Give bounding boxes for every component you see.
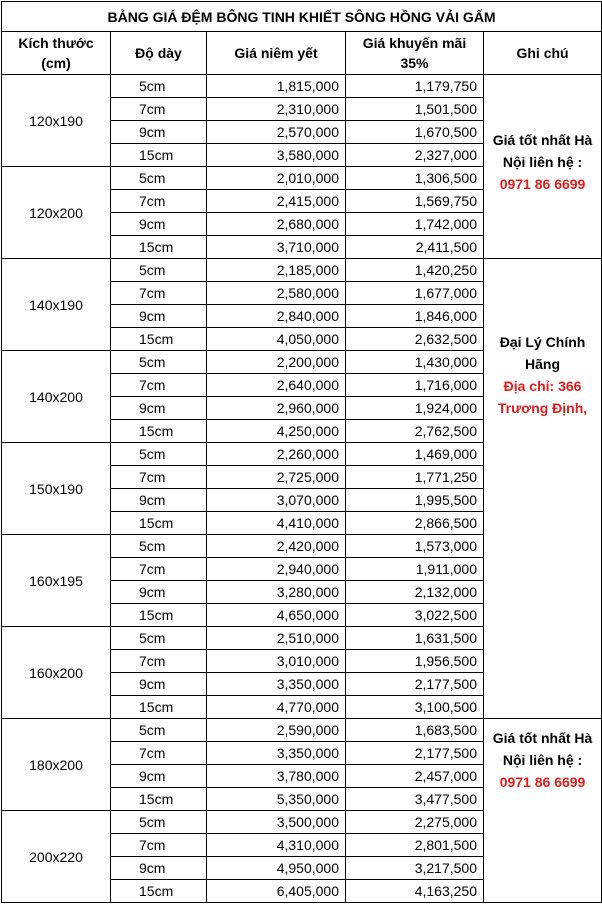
thickness-cell: 15cm	[111, 880, 207, 903]
thickness-cell: 5cm	[111, 719, 207, 742]
promo-price-cell: 1,677,000	[346, 282, 484, 305]
promo-price-cell: 1,430,000	[346, 351, 484, 374]
size-cell: 200x220	[2, 811, 111, 903]
note-dealer-line: Hãng	[525, 356, 561, 372]
thickness-cell: 15cm	[111, 788, 207, 811]
thickness-cell: 5cm	[111, 75, 207, 98]
thickness-cell: 9cm	[111, 121, 207, 144]
promo-price-cell: 1,573,000	[346, 535, 484, 558]
promo-price-cell: 4,163,250	[346, 880, 484, 903]
list-price-cell: 2,200,000	[207, 351, 346, 374]
promo-price-cell: 1,924,000	[346, 397, 484, 420]
list-price-cell: 4,950,000	[207, 857, 346, 880]
list-price-cell: 2,580,000	[207, 282, 346, 305]
note-cell	[484, 259, 602, 719]
promo-price-cell: 1,911,000	[346, 558, 484, 581]
promo-price-cell: 1,179,750	[346, 75, 484, 98]
list-price-cell: 4,050,000	[207, 328, 346, 351]
note-text-line: Nội liên hệ :	[502, 154, 583, 170]
list-price-cell: 3,010,000	[207, 650, 346, 673]
promo-price-cell: 2,411,500	[346, 236, 484, 259]
promo-price-cell: 2,457,000	[346, 765, 484, 788]
thickness-cell: 9cm	[111, 581, 207, 604]
list-price-cell: 4,650,000	[207, 604, 346, 627]
promo-price-cell: 2,632,500	[346, 328, 484, 351]
header-thickness: Độ dày	[111, 32, 207, 75]
promo-price-cell: 3,100,500	[346, 696, 484, 719]
thickness-cell: 9cm	[111, 213, 207, 236]
note-text-line: Giá tốt nhất Hà	[492, 730, 593, 746]
header-size	[2, 32, 111, 75]
thickness-cell: 7cm	[111, 650, 207, 673]
header-promo-price	[346, 32, 484, 75]
thickness-cell: 9cm	[111, 489, 207, 512]
promo-price-cell: 2,177,500	[346, 742, 484, 765]
title-row	[2, 2, 602, 32]
list-price-cell: 3,350,000	[207, 742, 346, 765]
list-price-cell: 2,840,000	[207, 305, 346, 328]
thickness-cell: 15cm	[111, 144, 207, 167]
thickness-cell: 5cm	[111, 811, 207, 834]
promo-price-cell: 1,846,000	[346, 305, 484, 328]
promo-price-cell: 1,306,500	[346, 167, 484, 190]
promo-price-cell: 1,501,500	[346, 98, 484, 121]
table-title: BẢNG GIÁ ĐỆM BÔNG TINH KHIẾT SÔNG HỒNG VẢI GẤM	[2, 2, 602, 32]
table-row	[2, 259, 602, 282]
list-price-cell: 2,590,000	[207, 719, 346, 742]
list-price-cell: 2,010,000	[207, 167, 346, 190]
thickness-cell: 9cm	[111, 305, 207, 328]
list-price-cell: 3,070,000	[207, 489, 346, 512]
size-cell: 140x200	[2, 351, 111, 443]
thickness-cell: 9cm	[111, 673, 207, 696]
note-text-line: Giá tốt nhất Hà	[492, 132, 593, 148]
promo-price-cell: 2,866,500	[346, 512, 484, 535]
promo-price-cell: 1,742,000	[346, 213, 484, 236]
size-cell: 150x190	[2, 443, 111, 535]
list-price-cell: 2,185,000	[207, 259, 346, 282]
header-promo-line2: 35%	[400, 55, 429, 71]
thickness-cell: 5cm	[111, 167, 207, 190]
thickness-cell: 9cm	[111, 397, 207, 420]
table-row	[2, 719, 602, 742]
list-price-cell: 4,310,000	[207, 834, 346, 857]
list-price-cell: 2,415,000	[207, 190, 346, 213]
note-phone: 0971 86 6699	[499, 176, 586, 192]
list-price-cell: 4,250,000	[207, 420, 346, 443]
promo-price-cell: 2,327,000	[346, 144, 484, 167]
promo-price-cell: 1,716,000	[346, 374, 484, 397]
list-price-cell: 4,410,000	[207, 512, 346, 535]
promo-price-cell: 2,275,000	[346, 811, 484, 834]
thickness-cell: 7cm	[111, 98, 207, 121]
thickness-cell: 5cm	[111, 627, 207, 650]
thickness-cell: 15cm	[111, 604, 207, 627]
promo-price-cell: 2,762,500	[346, 420, 484, 443]
thickness-cell: 15cm	[111, 420, 207, 443]
list-price-cell: 2,725,000	[207, 466, 346, 489]
promo-price-cell: 1,631,500	[346, 627, 484, 650]
thickness-cell: 5cm	[111, 259, 207, 282]
promo-price-cell: 1,670,500	[346, 121, 484, 144]
note-address-line: Trương Định,	[497, 400, 588, 416]
note-cell	[484, 75, 602, 259]
list-price-cell: 2,680,000	[207, 213, 346, 236]
thickness-cell: 7cm	[111, 558, 207, 581]
thickness-cell: 5cm	[111, 535, 207, 558]
promo-price-cell: 1,420,250	[346, 259, 484, 282]
promo-price-cell: 2,801,500	[346, 834, 484, 857]
promo-price-cell: 3,477,500	[346, 788, 484, 811]
list-price-cell: 2,640,000	[207, 374, 346, 397]
list-price-cell: 2,570,000	[207, 121, 346, 144]
promo-price-cell: 2,132,000	[346, 581, 484, 604]
thickness-cell: 15cm	[111, 696, 207, 719]
list-price-cell: 5,350,000	[207, 788, 346, 811]
promo-price-cell: 1,771,250	[346, 466, 484, 489]
list-price-cell: 6,405,000	[207, 880, 346, 903]
list-price-cell: 2,940,000	[207, 558, 346, 581]
list-price-cell: 3,710,000	[207, 236, 346, 259]
promo-price-cell: 1,956,500	[346, 650, 484, 673]
list-price-cell: 3,780,000	[207, 765, 346, 788]
promo-price-cell: 1,569,750	[346, 190, 484, 213]
price-table	[1, 1, 602, 903]
promo-price-cell: 3,217,500	[346, 857, 484, 880]
thickness-cell: 7cm	[111, 190, 207, 213]
thickness-cell: 7cm	[111, 374, 207, 397]
thickness-cell: 15cm	[111, 236, 207, 259]
note-dealer-line: Đại Lý Chính	[499, 334, 586, 350]
size-cell: 120x190	[2, 75, 111, 167]
size-cell: 160x200	[2, 627, 111, 719]
size-cell: 140x190	[2, 259, 111, 351]
header-note: Ghi chú	[484, 32, 602, 75]
thickness-cell: 15cm	[111, 512, 207, 535]
size-cell: 180x200	[2, 719, 111, 811]
thickness-cell: 5cm	[111, 351, 207, 374]
size-cell: 160x195	[2, 535, 111, 627]
header-row	[2, 32, 602, 75]
promo-price-cell: 2,177,500	[346, 673, 484, 696]
size-cell: 120x200	[2, 167, 111, 259]
header-size-line1: Kích thước	[18, 35, 94, 51]
thickness-cell: 15cm	[111, 328, 207, 351]
note-phone: 0971 86 6699	[499, 774, 586, 790]
thickness-cell: 7cm	[111, 834, 207, 857]
list-price-cell: 3,500,000	[207, 811, 346, 834]
header-promo-line1: Giá khuyến mãi	[362, 35, 467, 51]
list-price-cell: 3,350,000	[207, 673, 346, 696]
note-cell	[484, 719, 602, 903]
list-price-cell: 4,770,000	[207, 696, 346, 719]
thickness-cell: 7cm	[111, 742, 207, 765]
list-price-cell: 2,420,000	[207, 535, 346, 558]
thickness-cell: 9cm	[111, 765, 207, 788]
promo-price-cell: 1,469,000	[346, 443, 484, 466]
list-price-cell: 3,280,000	[207, 581, 346, 604]
list-price-cell: 2,310,000	[207, 98, 346, 121]
promo-price-cell: 1,683,500	[346, 719, 484, 742]
list-price-cell: 1,815,000	[207, 75, 346, 98]
thickness-cell: 7cm	[111, 282, 207, 305]
promo-price-cell: 1,995,500	[346, 489, 484, 512]
thickness-cell: 7cm	[111, 466, 207, 489]
note-address-line: Địa chỉ: 366	[503, 378, 582, 394]
thickness-cell: 5cm	[111, 443, 207, 466]
list-price-cell: 2,510,000	[207, 627, 346, 650]
table-row	[2, 75, 602, 98]
thickness-cell: 9cm	[111, 857, 207, 880]
promo-price-cell: 3,022,500	[346, 604, 484, 627]
list-price-cell: 3,580,000	[207, 144, 346, 167]
note-text-line: Nội liên hệ :	[502, 752, 583, 768]
header-list-price: Giá niêm yết	[207, 32, 346, 75]
list-price-cell: 2,260,000	[207, 443, 346, 466]
list-price-cell: 2,960,000	[207, 397, 346, 420]
header-size-line2: (cm)	[41, 55, 71, 71]
